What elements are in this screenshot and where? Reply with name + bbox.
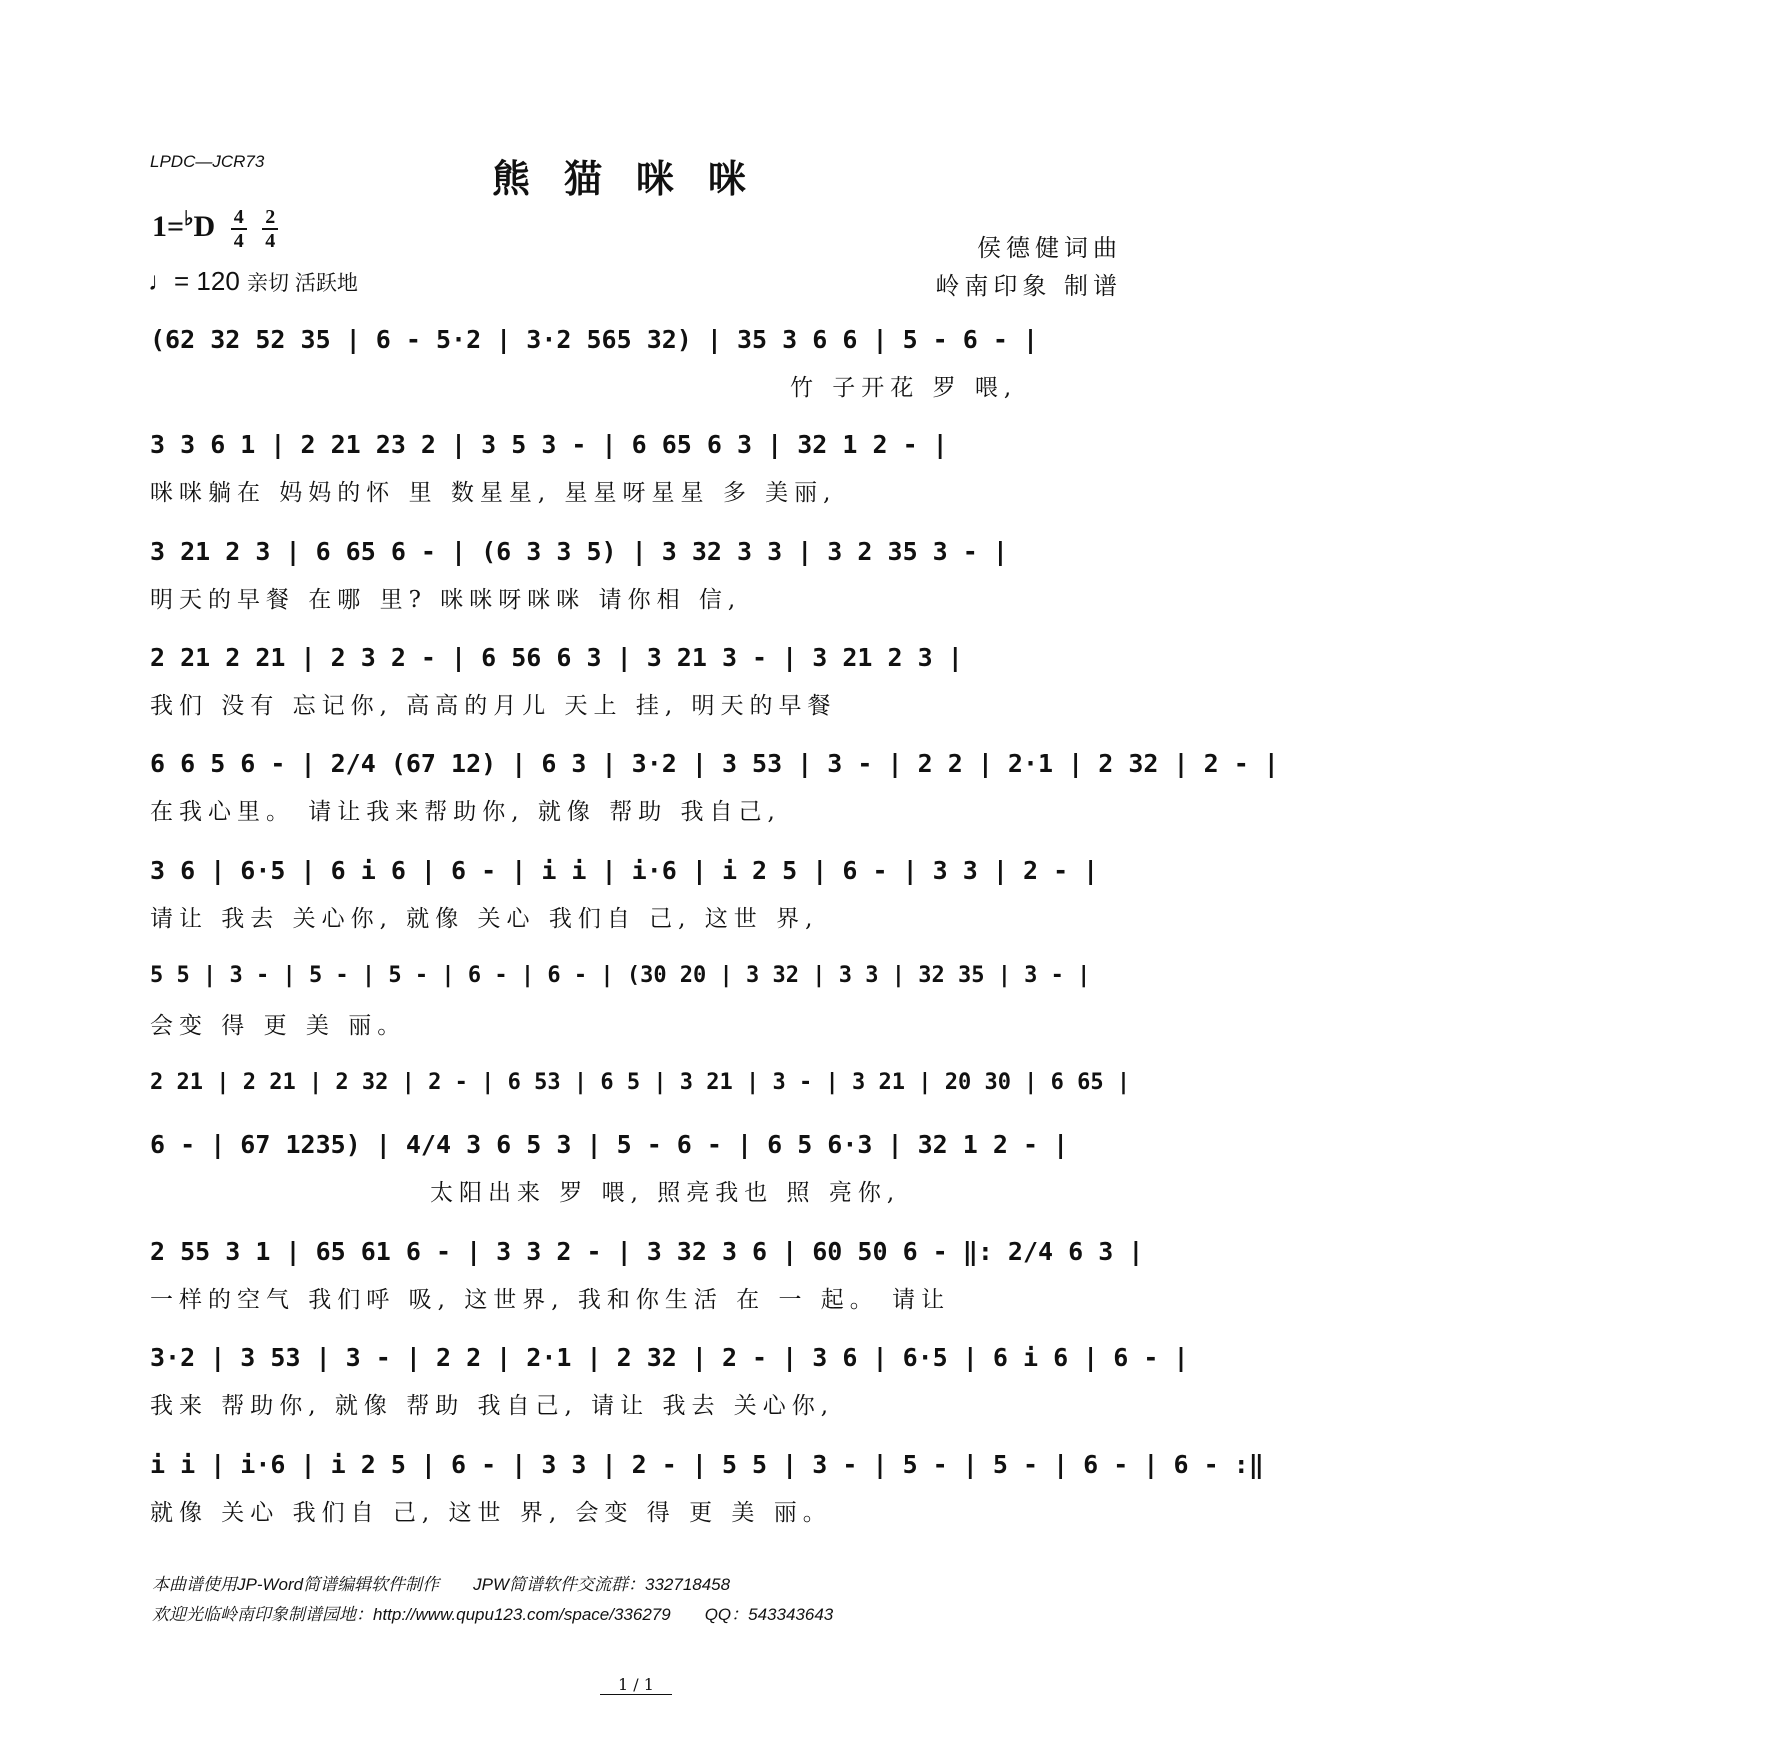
lyric-row: 在我心里。 请让我来帮助你, 就像 帮助 我自己, xyxy=(150,799,781,825)
score-code: LPDC—JCR73 xyxy=(150,152,265,171)
page-number: 1 / 1 xyxy=(0,1675,1272,1694)
key-note: D xyxy=(193,210,216,243)
notation-row: 2 21 2 21 | 2 3 2 - | 6 56 6 3 | 3 21 3 - | 3 21 2 3 | xyxy=(150,643,963,672)
notation-row: 6 - | 67 1235) | 4/4 3 6 5 3 | 5 - 6 - | 6 5 6·3 | 32 1 2 - | xyxy=(150,1130,1069,1159)
credit-lyricist: 侯德健词曲 xyxy=(977,234,1122,262)
lyric-row: 明天的早餐 在哪 里? 咪咪呀咪咪 请你相 信, xyxy=(150,587,742,613)
time-signature-1: $\frac{4}{4}$ xyxy=(231,207,247,251)
lyric-row: 就像 关心 我们自 己, 这世 界, 会变 得 更 美 丽。 xyxy=(150,1500,832,1526)
lyric-row: 太阳出来 罗 喂, 照亮我也 照 亮你, xyxy=(430,1180,901,1206)
key-signature xyxy=(152,206,278,251)
credit-engraver: 岭南印象 制谱 xyxy=(935,272,1122,300)
lyric-row: 一样的空气 我们呼 吸, 这世界, 我和你生活 在 一 起。 请让 xyxy=(150,1287,951,1313)
notation-row: 2 55 3 1 | 65 61 6 - | 3 3 2 - | 3 32 3 6 | 60 50 6 - ‖: 2/4 6 3 | xyxy=(150,1237,1144,1266)
notation-row: 3·2 | 3 53 | 3 - | 2 2 | 2·1 | 2 32 | 2 - | 3 6 | 6·5 | 6 i 6 | 6 - | xyxy=(150,1343,1189,1372)
lyric-row: 咪咪躺在 妈妈的怀 里 数星星, 星星呀星星 多 美丽, xyxy=(150,480,837,506)
time-signature-2: $\frac{2}{4}$ xyxy=(262,207,278,251)
quarter-note-icon: ♩ xyxy=(148,266,174,296)
key-prefix: 1= xyxy=(152,210,185,243)
lyric-row: 请让 我去 关心你, 就像 关心 我们自 己, 这世 界, xyxy=(150,906,819,932)
tempo-mood: 亲切 活跃地 xyxy=(247,272,358,295)
notation-row: 6 6 5 6 - | 2/4 (67 12) | 6 3 | 3·2 | 3 53 | 3 - | 2 2 | 2·1 | 2 32 | 2 - | xyxy=(150,749,1279,778)
notation-row: 3 6 | 6·5 | 6 i 6 | 6 - | i i | i·6 | i 2 5 | 6 - | 3 3 | 2 - | xyxy=(150,856,1099,885)
footer-line-2: 欢迎光临岭南印象制谱园地：http://www.qupu123.com/space/336279 QQ：543343643 xyxy=(152,1605,834,1624)
notation-row: (62 32 52 35 | 6 - 5·2 | 3·2 565 32) | 35 3 6 6 | 5 - 6 - | xyxy=(150,325,1039,354)
song-title: 熊猫咪咪 xyxy=(491,156,780,201)
lyric-row: 会变 得 更 美 丽。 xyxy=(150,1013,407,1039)
notation-row: 3 21 2 3 | 6 65 6 - | (6 3 3 5) | 3 32 3 3 | 3 2 35 3 - | xyxy=(150,537,1008,566)
notation-row: i i | i·6 | i 2 5 | 6 - | 3 3 | 2 - | 5 5 | 3 - | 5 - | 5 - | 6 - | 6 - :‖ xyxy=(150,1450,1264,1479)
flat-sign: ♭ xyxy=(184,208,194,230)
tempo-marking xyxy=(148,266,358,297)
footer-line-1: 本曲谱使用JP-Word简谱编辑软件制作 JPW简谱软件交流群：332718458 xyxy=(152,1575,731,1594)
notation-row: 2 21 | 2 21 | 2 32 | 2 - | 6 53 | 6 5 | 3 21 | 3 - | 3 21 | 20 30 | 6 65 | xyxy=(150,1070,1131,1095)
notation-row: 3 3 6 1 | 2 21 23 2 | 3 5 3 - | 6 65 6 3 | 32 1 2 - | xyxy=(150,430,948,459)
lyric-row: 我们 没有 忘记你, 高高的月儿 天上 挂, 明天的早餐 xyxy=(150,693,837,719)
lyric-row: 我来 帮助你, 就像 帮助 我自己, 请让 我去 关心你, xyxy=(150,1393,835,1419)
notation-row: 5 5 | 3 - | 5 - | 5 - | 6 - | 6 - | (30 20 | 3 32 | 3 3 | 32 35 | 3 - | xyxy=(150,963,1091,988)
tempo-value: = 120 xyxy=(174,266,240,296)
lyric-row: 竹 子开花 罗 喂, xyxy=(790,375,1018,401)
